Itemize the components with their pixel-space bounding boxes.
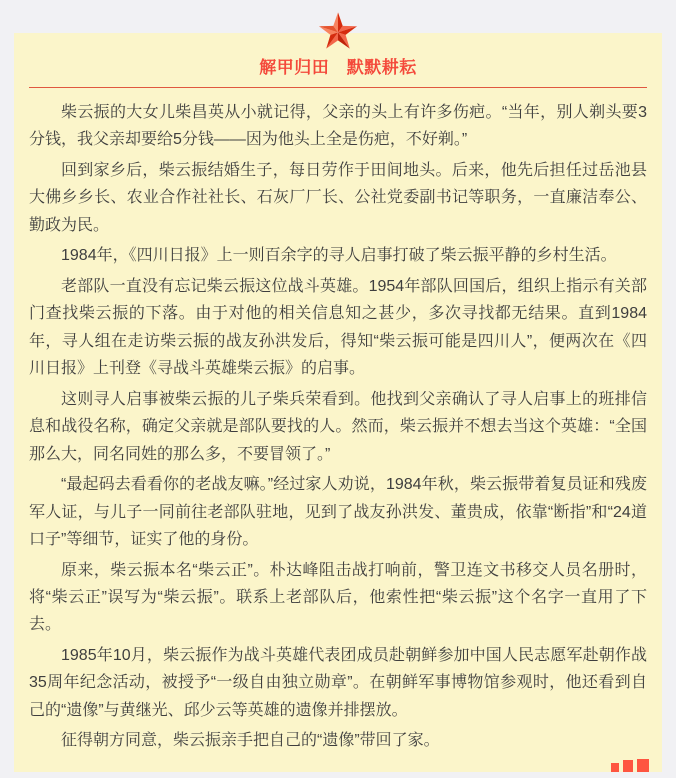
paragraph: 这则寻人启事被柴云振的儿子柴兵荣看到。他找到父亲确认了寻人启事上的班排信息和战役名称，确定父亲就是部队要找的人。然而，柴云振并不想去当这个英雄：“全国那么大，同名同姓的那么多，不要冒领了。” — [29, 390, 647, 463]
red-star-icon — [318, 12, 358, 52]
paragraph: 老部队一直没有忘记柴云振这位战斗英雄。1954年部队回国后，组织上指示有关部门查找柴云振的下落。由于对他的相关信息知之甚少，多次寻找都无结果。直到1984年，寻人组在走访柴云振的战友孙洪发后，得知“柴云振可能是四川人”，便两次在《四川日报》上刊登《寻战斗英雄柴云振》的启事。 — [29, 278, 647, 378]
end-mark-square-small — [611, 763, 619, 772]
paragraph: 1984年，《四川日报》上一则百余字的寻人启事打破了柴云振平静的乡村生活。 — [61, 247, 617, 265]
end-mark-square-large — [637, 759, 649, 772]
article-body — [29, 99, 647, 755]
paragraph: 柴云振的大女儿柴昌英从小就记得，父亲的头上有许多伤疤。“当年，别人剃头要3分钱，我父亲却要给5分钱——因为他头上全是伤疤，不好剃。” — [29, 104, 647, 149]
article-card — [14, 33, 662, 772]
paragraph: “最起码去看看你的老战友嘛。”经过家人劝说，1984年秋，柴云振带着复员证和残废军人证，与儿子一同前往老部队驻地，见到了战友孙洪发、董贵成，依靠“断指”和“24道口子”等细节，证实了他的身份。 — [29, 476, 647, 549]
title-divider — [29, 87, 647, 88]
end-marks-decoration — [611, 759, 649, 772]
paragraph: 原来，柴云振本名“柴云正”。朴达峰阻击战打响前，警卫连文书移交人员名册时，将“柴云正”误写为“柴云振”。联系上老部队后，他索性把“柴云振”这个名字一直用了下去。 — [29, 561, 647, 634]
paragraph: 回到家乡后，柴云振结婚生子，每日劳作于田间地头。后来，他先后担任过岳池县大佛乡乡长、农业合作社社长、石灰厂厂长、公社党委副书记等职务，一直廉洁奉公、勤政为民。 — [29, 162, 647, 234]
paragraph: 1985年10月，柴云振作为战斗英雄代表团成员赴朝鲜参加中国人民志愿军赴朝作战35周年纪念活动，被授予“一级自由独立勋章”。在朝鲜军事博物馆参观时，他还看到自己的“遗像”与黄继光、邱少云等英雄的遗像并排摆放。 — [29, 647, 647, 719]
page-title: 解甲归田 默默耕耘 — [259, 58, 417, 77]
end-mark-square-medium — [623, 760, 633, 772]
paragraph: 征得朝方同意，柴云振亲手把自己的“遗像”带回了家。 — [61, 732, 440, 750]
